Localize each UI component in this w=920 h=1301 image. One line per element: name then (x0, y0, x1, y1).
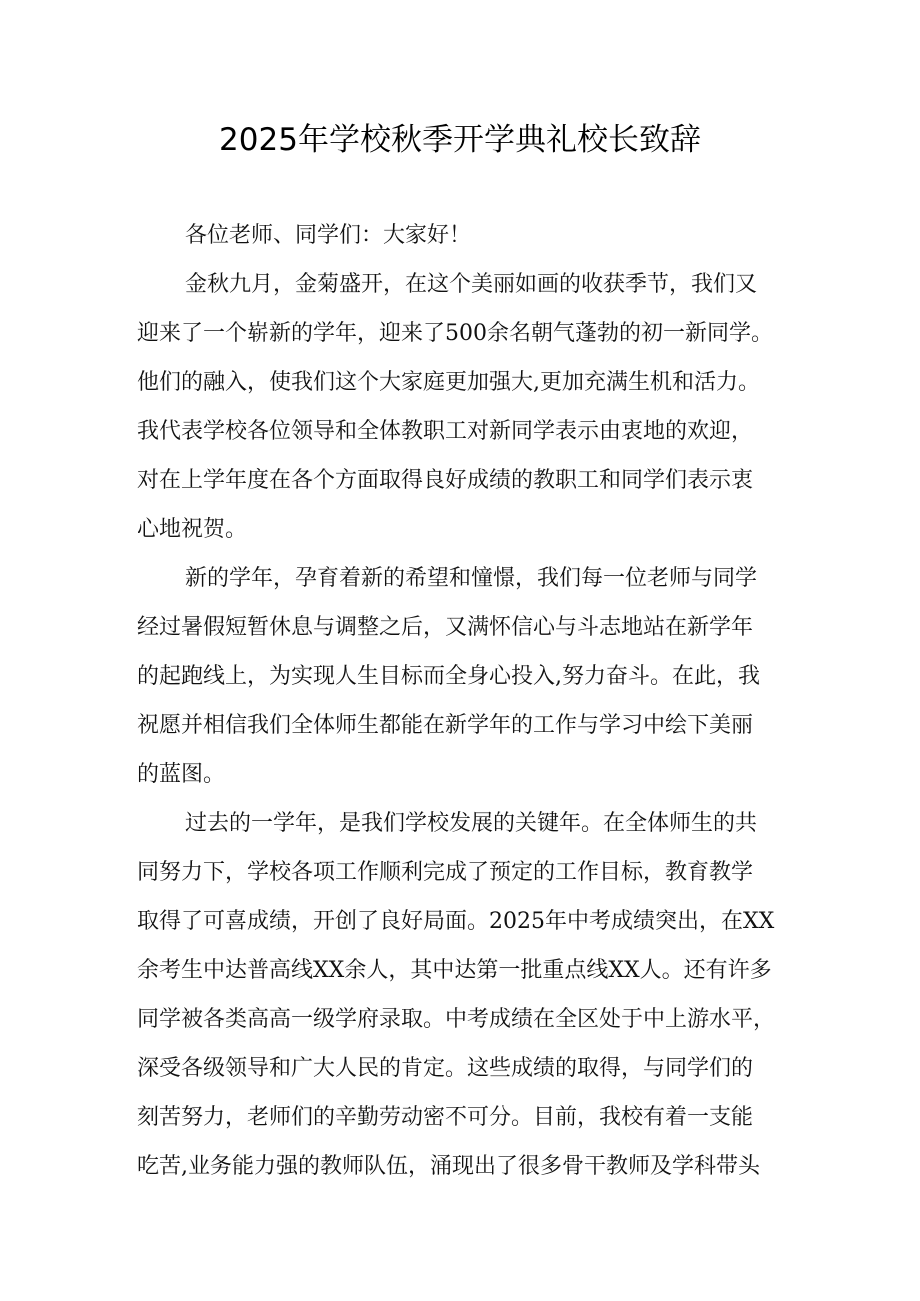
paragraph-line: 他们的融入，使我们这个大家庭更加强大,更加充满生机和活力。 (137, 370, 760, 395)
document-title: 2025年学校秋季开学典礼校长致辞 (219, 122, 701, 158)
paragraph-line: 深受各级领导和广大人民的肯定。这些成绩的取得，与同学们的 (137, 1056, 754, 1081)
paragraph-line: 的蓝图。 (137, 762, 226, 787)
paragraph-line: 对在上学年度在各个方面取得良好成绩的教职工和同学们表示衷 (137, 468, 754, 493)
paragraph-line: 经过暑假短暂休息与调整之后，又满怀信心与斗志地站在新学年 (137, 615, 754, 640)
paragraph-line: 取得了可喜成绩，开创了良好局面。2025年中考成绩突出，在XX (137, 909, 775, 934)
paragraph-line: 祝愿并相信我们全体师生都能在新学年的工作与学习中绘下美丽 (137, 713, 754, 738)
paragraph-line: 余考生中达普高线XX余人，其中达第一批重点线XX人。还有许多 (137, 958, 772, 983)
paragraph-line: 迎来了一个崭新的学年，迎来了500余名朝气蓬勃的初一新同学。 (137, 321, 773, 346)
paragraph-line: 同努力下，学校各项工作顺利完成了预定的工作目标，教育教学 (137, 860, 754, 885)
paragraph-line: 心地祝贺。 (137, 517, 248, 542)
paragraph-line: 刻苦努力，老师们的辛勤劳动密不可分。目前，我校有着一支能 (137, 1105, 754, 1130)
paragraph-line: 新的学年，孕育着新的希望和憧憬，我们每一位老师与同学 (185, 566, 758, 591)
paragraph-line: 金秋九月，金菊盛开，在这个美丽如画的收获季节，我们又 (185, 272, 758, 297)
paragraph-line: 我代表学校各位领导和全体教职工对新同学表示由衷地的欢迎， (137, 419, 754, 444)
paragraph-line: 过去的一学年，是我们学校发展的关键年。在全体师生的共 (185, 811, 758, 836)
document-body (137, 211, 797, 1191)
paragraph-line: 吃苦,业务能力强的教师队伍，涌现出了很多骨干教师及学科带头 (137, 1154, 760, 1179)
greeting-line: 各位老师、同学们：大家好！ (185, 223, 472, 248)
paragraph-line: 的起跑线上，为实现人生目标而全身心投入,努力奋斗。在此，我 (137, 664, 760, 689)
paragraph-line: 同学被各类高高一级学府录取。中考成绩在全区处于中上游水平， (137, 1007, 776, 1032)
